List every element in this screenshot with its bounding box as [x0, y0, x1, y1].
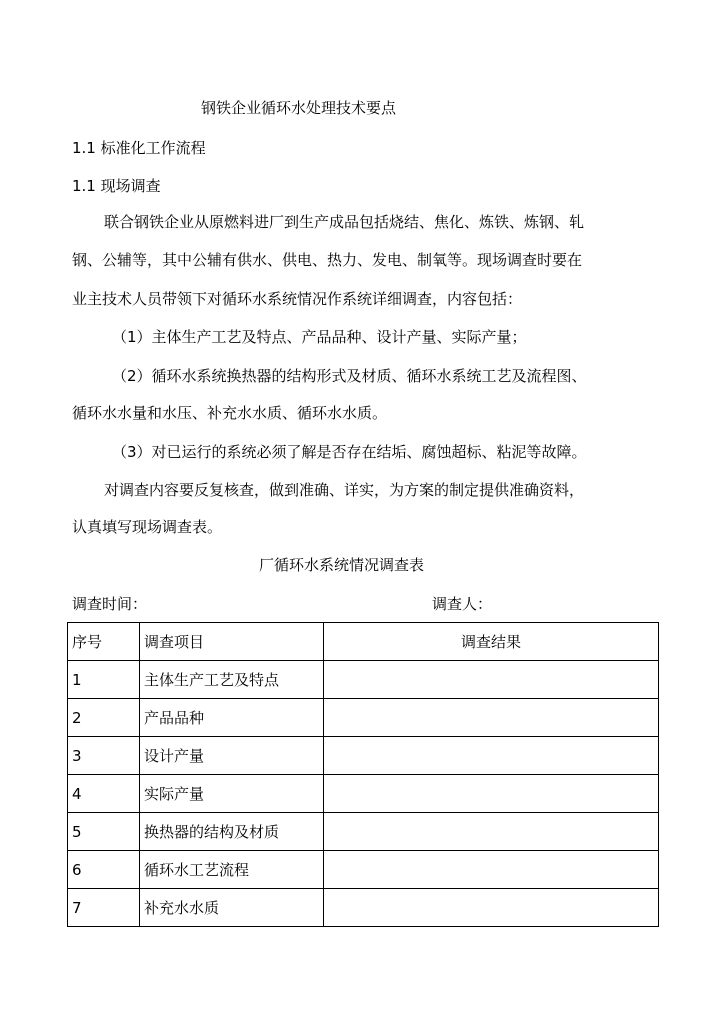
row-item: 设计产量 [140, 737, 324, 775]
row-no: 3 [68, 737, 140, 775]
row-item: 循环水工艺流程 [140, 851, 324, 889]
section-heading: 1.1 标准化工作流程 [72, 139, 206, 157]
row-no: 2 [68, 699, 140, 737]
table-row [68, 661, 659, 699]
row-item: 主体生产工艺及特点 [140, 661, 324, 699]
row-result[interactable] [324, 851, 659, 889]
table-header-row [68, 623, 659, 661]
row-no: 5 [68, 813, 140, 851]
paragraph-line: 认真填写现场调查表。 [72, 518, 223, 536]
row-no: 1 [68, 661, 140, 699]
list-item: （1）主体生产工艺及特点、产品品种、设计产量、实际产量； [112, 328, 527, 346]
table-row [68, 699, 659, 737]
row-result[interactable] [324, 775, 659, 813]
row-result[interactable] [324, 661, 659, 699]
list-item: （2）循环水系统换热器的结构形式及材质、循环水系统工艺及流程图、 [112, 367, 587, 385]
row-item: 实际产量 [140, 775, 324, 813]
paragraph-line: 联合钢铁企业从原燃料进厂到生产成品包括烧结、焦化、炼铁、炼钢、轧 [104, 213, 585, 231]
row-no: 6 [68, 851, 140, 889]
row-item: 产品品种 [140, 699, 324, 737]
row-no: 4 [68, 775, 140, 813]
header-no: 序号 [68, 623, 140, 661]
header-result: 调查结果 [324, 623, 659, 661]
survey-table [67, 622, 659, 927]
table-row [68, 889, 659, 927]
row-result[interactable] [324, 889, 659, 927]
table-row [68, 851, 659, 889]
table-row [68, 737, 659, 775]
list-item: （3）对已运行的系统必须了解是否存在结垢、腐蚀超标、粘泥等故障。 [112, 443, 587, 461]
list-item-continuation: 循环水水量和水压、补充水水质、循环水水质。 [72, 404, 388, 422]
header-item: 调查项目 [140, 623, 324, 661]
table-title: 厂循环水系统情况调查表 [259, 556, 425, 574]
row-result[interactable] [324, 737, 659, 775]
paragraph-line: 钢、公辅等，其中公辅有供水、供电、热力、发电、制氧等。现场调查时要在 [72, 251, 583, 269]
row-no: 7 [68, 889, 140, 927]
paragraph-line: 业主技术人员带领下对循环水系统情况作系统详细调查，内容包括： [72, 290, 523, 308]
table-row [68, 813, 659, 851]
row-item: 换热器的结构及材质 [140, 813, 324, 851]
survey-time-label: 调查时间： [72, 595, 148, 613]
paragraph-line: 对调查内容要反复核查，做到准确、详实，为方案的制定提供准确资料， [104, 481, 585, 499]
surveyor-label: 调查人： [432, 595, 493, 613]
table-row [68, 775, 659, 813]
row-item: 补充水水质 [140, 889, 324, 927]
subsection-heading: 1.1 现场调查 [72, 177, 161, 195]
document-title: 钢铁企业循环水处理技术要点 [201, 99, 397, 117]
row-result[interactable] [324, 813, 659, 851]
row-result[interactable] [324, 699, 659, 737]
